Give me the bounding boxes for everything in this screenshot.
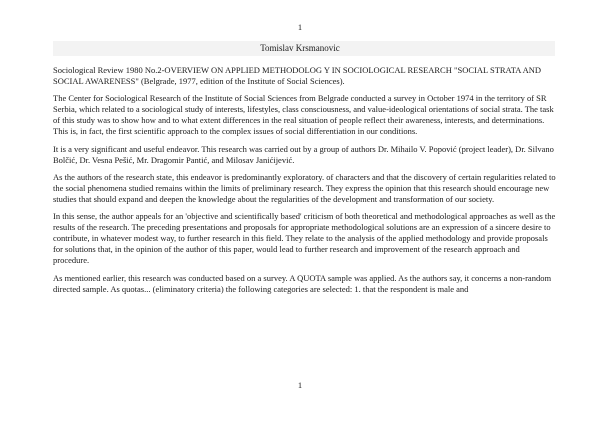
paragraph-sample: As mentioned earlier, this research was conducted based on a survey. A QUOTA sample was applied. As the authors say, it concerns a non-random directed sample. As quotas... (eliminatory criteria) the following categories are selected: 1. that the respondent is male and <box>53 272 552 294</box>
page-number-top: 1 <box>297 22 303 32</box>
body-text <box>53 65 556 301</box>
page-number-bottom: 1 <box>297 380 303 390</box>
paragraph-citation: Sociological Review 1980 No.2-OVERVIEW ON APPLIED METHODOLOG Y IN SOCIOLOGICAL RESEARCH "SOCIAL STRATA AND SOCIAL AWARENESS" (Belgrade, 1977, edition of the Institute of Social Sciences). <box>53 65 542 87</box>
paragraph-criticism: In this sense, the author appeals for an 'objective and scientifically based' criticism of both theoretical and methodological approaches as well as the results of the research. The preceding presentations and proposals for appropriate methodological solutions are an expression of a sincere desire to contribute, in whatever modest way, to further research in this field. They relate to the analysis of the applied methodology and provide proposals for solutions that, in the opinion of the author of this paper, would lead to further research and improvement of the research approach and procedure. <box>53 211 556 266</box>
author-name: Tomislav Krsmanovic <box>260 43 340 53</box>
paragraph-exploratory: As the authors of the research state, this endeavor is predominantly exploratory. of characters and that the discovery of certain regularities related to the social phenomena studied remains within the limits of preliminary research. They express the opinion that this research should encourage new studies that should expand and deepen the knowledge about the regularities of the development and transformation of our society. <box>53 171 556 204</box>
paragraph-intro: The Center for Sociological Research of the Institute of Social Sciences from Belgrade conducted a survey in October 1974 in the territory of SR Serbia, which related to a sociological study of interests, lifestyles, class consciousness, and value-ideological orientations of social strata. The task of this study was to show how and to what extent differences in the real situation of people reflect their awareness, interests, and determinations. This is, in fact, the first scientific approach to the complex issues of social differentiation in our conditions. <box>53 93 554 137</box>
paragraph-authors: It is a very significant and useful endeavor. This research was carried out by a group of authors Dr. Mihailo V. Popović (project leader), Dr. Silvano Bolčić, Dr. Vesna Pešić, Mr. Dragomir Pantić, and Milosav Janićijević. <box>53 143 554 165</box>
